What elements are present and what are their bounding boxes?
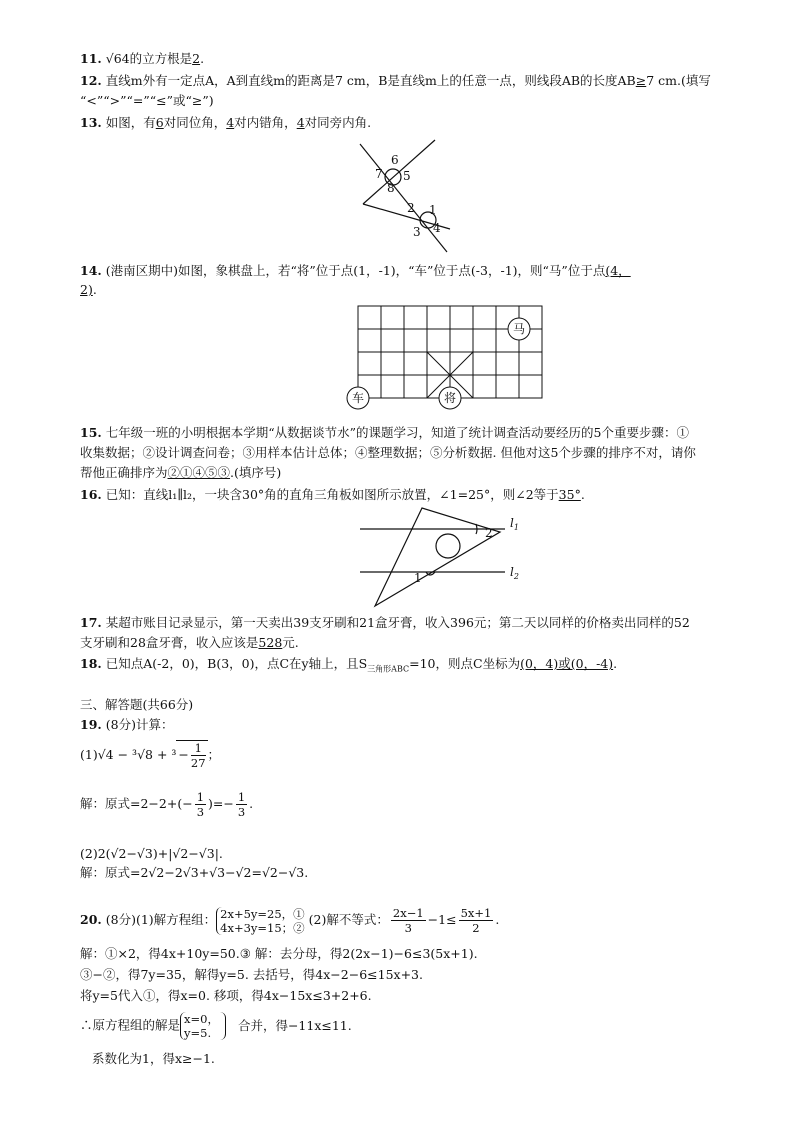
q14-label-che: 车 bbox=[351, 391, 365, 405]
q20-frac1-den: 3 bbox=[404, 921, 412, 935]
q20-line-1: 解：①×2，得4x+10y=50.③ 解：去分母，得2(2x−1)−6≤3(5x+1). bbox=[80, 946, 478, 961]
q13-label-1: 1 bbox=[429, 203, 437, 217]
q17-text-2a: 支牙刷和28盒牙膏，收入应该是 bbox=[80, 635, 259, 650]
q19-solution-1 bbox=[80, 790, 253, 819]
q13-t2: 对同位角， bbox=[163, 115, 227, 130]
q20-solution-brace bbox=[180, 1012, 219, 1040]
q19-p1-label: (1) bbox=[80, 747, 98, 762]
q14-number: 14. bbox=[80, 263, 102, 278]
q13-label-3: 3 bbox=[413, 225, 421, 239]
q13-figure bbox=[355, 134, 455, 256]
q11-number: 11. bbox=[80, 51, 102, 66]
q20-p2-label: (2)解不等式： bbox=[308, 912, 389, 927]
section-3-heading: 三、解答题(共66分) bbox=[80, 697, 194, 712]
q20-ineq-end: . bbox=[495, 912, 500, 927]
q13-t1: 如图，有 bbox=[105, 115, 156, 130]
q20-head-text: (8分)(1)解方程组： bbox=[105, 912, 217, 927]
q18-answer: (0，4)或(0，-4) bbox=[520, 656, 614, 671]
q19-p1-expr: √4 − ³√8 + ³ bbox=[97, 747, 177, 762]
q20-ineq-frac-1 bbox=[391, 906, 426, 935]
q17-text-1: 某超市账目记录显示，第一天卖出39支牙刷和21盒牙膏，收入396元；第二天以同样的价格卖出同样的52 bbox=[105, 615, 690, 630]
q15-text-1: 七年级一班的小明根据本学期“从数据谈节水”的课题学习，知道了统计调查活动要经历的5个重要步骤：① bbox=[105, 425, 689, 440]
q15-line3 bbox=[80, 464, 281, 482]
q19-s1-frac1-den: 3 bbox=[196, 805, 205, 819]
q20-line-5: 系数化为1，得x≥−1. bbox=[92, 1051, 215, 1066]
q12-line1 bbox=[80, 72, 711, 90]
q19-p1-end: ； bbox=[207, 747, 221, 762]
q20-system-eq2: 4x+3y=15；② bbox=[220, 920, 305, 935]
q14-end: . bbox=[92, 282, 97, 297]
q13-answer-3: 4 bbox=[296, 115, 305, 130]
q20-sol-y: y=5. bbox=[184, 1026, 212, 1040]
q16-text: 已知：直线l₁∥l₂，一块含30°角的直角三角板如图所示放置，∠1=25°，则∠2等于 bbox=[105, 487, 559, 502]
q16-label-angle2: 2 bbox=[485, 526, 493, 540]
q13-t3: 对内错角， bbox=[234, 115, 297, 130]
q20-line-3: 将y=5代入①，得x=0. 移项，得4x−15x≤3+2+6. bbox=[80, 988, 372, 1003]
q13-label-8: 8 bbox=[387, 181, 395, 195]
q13-label-4: 4 bbox=[433, 221, 441, 235]
q18 bbox=[80, 655, 617, 679]
q11 bbox=[80, 50, 204, 68]
q14-text: (港南区期中)如图，象棋盘上，若“将”位于点(1，-1)，“车”位于点(-3，-1)，则“马”位于点 bbox=[105, 263, 606, 278]
q15-text-3b: .(填序号) bbox=[230, 465, 282, 480]
q17-number: 17. bbox=[80, 615, 102, 630]
q13-answer-1: 6 bbox=[155, 115, 164, 130]
q17-answer: 528 bbox=[258, 635, 283, 650]
q20-system-brace bbox=[216, 907, 305, 935]
q13-label-5: 5 bbox=[403, 169, 411, 183]
q19-number: 19. bbox=[80, 717, 102, 732]
q12-number: 12. bbox=[80, 73, 102, 88]
q13-answer-2: 4 bbox=[226, 115, 235, 130]
q20-ineq-frac-2 bbox=[459, 906, 494, 935]
q12-line2: “<”“>”“=”“≤”或“≥”) bbox=[80, 93, 214, 108]
q20-solution-close bbox=[219, 1012, 226, 1040]
q19-p1-frac-num: 1 bbox=[191, 741, 206, 756]
q14-label-ma: 马 bbox=[512, 322, 526, 336]
q19-problem-2: (2)2(√2−√3)+|√2−√3|. bbox=[80, 846, 223, 861]
q16-triangle bbox=[375, 508, 500, 606]
q19-solution-2: 解：原式=2√2−2√3+√3−√2=√2−√3. bbox=[80, 865, 309, 880]
q20-l4-a: ∴原方程组的解是 bbox=[80, 1017, 181, 1033]
q19-p1-radical bbox=[176, 740, 207, 770]
q19-s1-b: )=− bbox=[208, 796, 234, 811]
q13-label-2: 2 bbox=[407, 201, 415, 215]
q20-line-2: ③−②，得7y=35，解得y=5. 去括号，得4x−2−6≤15x+3. bbox=[80, 967, 423, 982]
q20-frac2-num: 5x+1 bbox=[460, 906, 492, 920]
q20-frac1-num: 2x−1 bbox=[392, 906, 424, 920]
q19-problem-1 bbox=[80, 740, 220, 770]
q20-system-eq1: 2x+5y=25，① bbox=[220, 906, 305, 921]
q13-label-7: 7 bbox=[375, 167, 383, 181]
q20-ineq-mid: −1≤ bbox=[427, 912, 457, 927]
q12-answer: ≥ bbox=[635, 73, 647, 88]
q19-s1-frac-2 bbox=[236, 790, 247, 819]
q14-label-jiang: 将 bbox=[443, 391, 457, 405]
q20-line-4 bbox=[80, 1012, 352, 1040]
q16-figure bbox=[340, 502, 535, 608]
q18-subscript: 三角形ABC bbox=[367, 664, 410, 674]
q16-answer: 35° bbox=[558, 487, 581, 502]
q19-p1-frac-den: 27 bbox=[190, 756, 206, 770]
q15-text-3a: 帮他正确排序为 bbox=[80, 465, 168, 480]
q13-label-6: 6 bbox=[391, 153, 399, 167]
q11-end: . bbox=[200, 51, 205, 66]
q19-head-text: (8分)计算： bbox=[105, 717, 174, 732]
q13-t4: 对同旁内角. bbox=[304, 115, 372, 130]
q17-text-2b: 元. bbox=[282, 635, 299, 650]
q12-text-a: 直线m外有一定点A，A到直线m的距离是7 cm，B是直线m上的任意一点，则线段AB的长度AB bbox=[105, 73, 636, 88]
q19-s1-frac1-num: 1 bbox=[196, 790, 205, 804]
q19-s1-frac2-den: 3 bbox=[237, 805, 246, 819]
q14-chessboard bbox=[340, 300, 550, 418]
q15-number: 15. bbox=[80, 425, 102, 440]
q14-answer-part1: (4， bbox=[605, 263, 631, 278]
q17-line2 bbox=[80, 634, 299, 652]
q16-label-l2: $l_2$ bbox=[510, 565, 519, 581]
q19-head bbox=[80, 716, 173, 734]
q16-number: 16. bbox=[80, 487, 102, 502]
q13-number: 13. bbox=[80, 115, 102, 130]
q16-end: . bbox=[580, 487, 585, 502]
q12-text-b: 7 cm.(填写 bbox=[646, 73, 711, 88]
q13 bbox=[80, 114, 371, 132]
q11-answer: 2 bbox=[192, 51, 201, 66]
q20-number: 20. bbox=[80, 912, 102, 927]
q19-s1-frac-1 bbox=[195, 790, 206, 819]
q16-label-l1: $l_1$ bbox=[510, 516, 519, 532]
q14-line2 bbox=[80, 281, 97, 299]
q20-head bbox=[80, 906, 499, 935]
q11-text: √64的立方根是 bbox=[105, 51, 193, 66]
q16-triangle-hole bbox=[436, 534, 460, 558]
q19-p1-fraction bbox=[191, 741, 206, 770]
q15-answer: ②①④⑤③ bbox=[167, 465, 231, 480]
q19-s1-a: 解：原式=2−2+(− bbox=[80, 796, 193, 811]
q16-label-angle1: 1 bbox=[414, 571, 422, 585]
q18-text-2: =10，则点C坐标为 bbox=[409, 656, 521, 671]
q20-sol-x: x=0， bbox=[184, 1012, 219, 1026]
q19-s1-frac2-num: 1 bbox=[237, 790, 246, 804]
q18-number: 18. bbox=[80, 656, 102, 671]
q14-answer-part2: 2) bbox=[80, 282, 93, 297]
q13-transversal bbox=[360, 144, 447, 252]
q14-line1 bbox=[80, 262, 631, 280]
q18-end: . bbox=[613, 656, 618, 671]
q15-line1 bbox=[80, 424, 689, 442]
q15-line2: 收集数据；②设计调查问卷；③用样本估计总体；④整理数据；⑤分析数据. 但他对这5个步骤的排序不对，请你 bbox=[80, 445, 696, 460]
q20-l4-b: 合并，得−11x≤11. bbox=[237, 1017, 352, 1033]
q19-s1-end: . bbox=[249, 796, 254, 811]
q19-p1-neg: − bbox=[178, 747, 189, 762]
q18-text-1: 已知点A(-2，0)，B(3，0)，点C在y轴上，且S bbox=[105, 656, 368, 671]
q20-frac2-den: 2 bbox=[472, 921, 480, 935]
q17-line1 bbox=[80, 614, 690, 632]
